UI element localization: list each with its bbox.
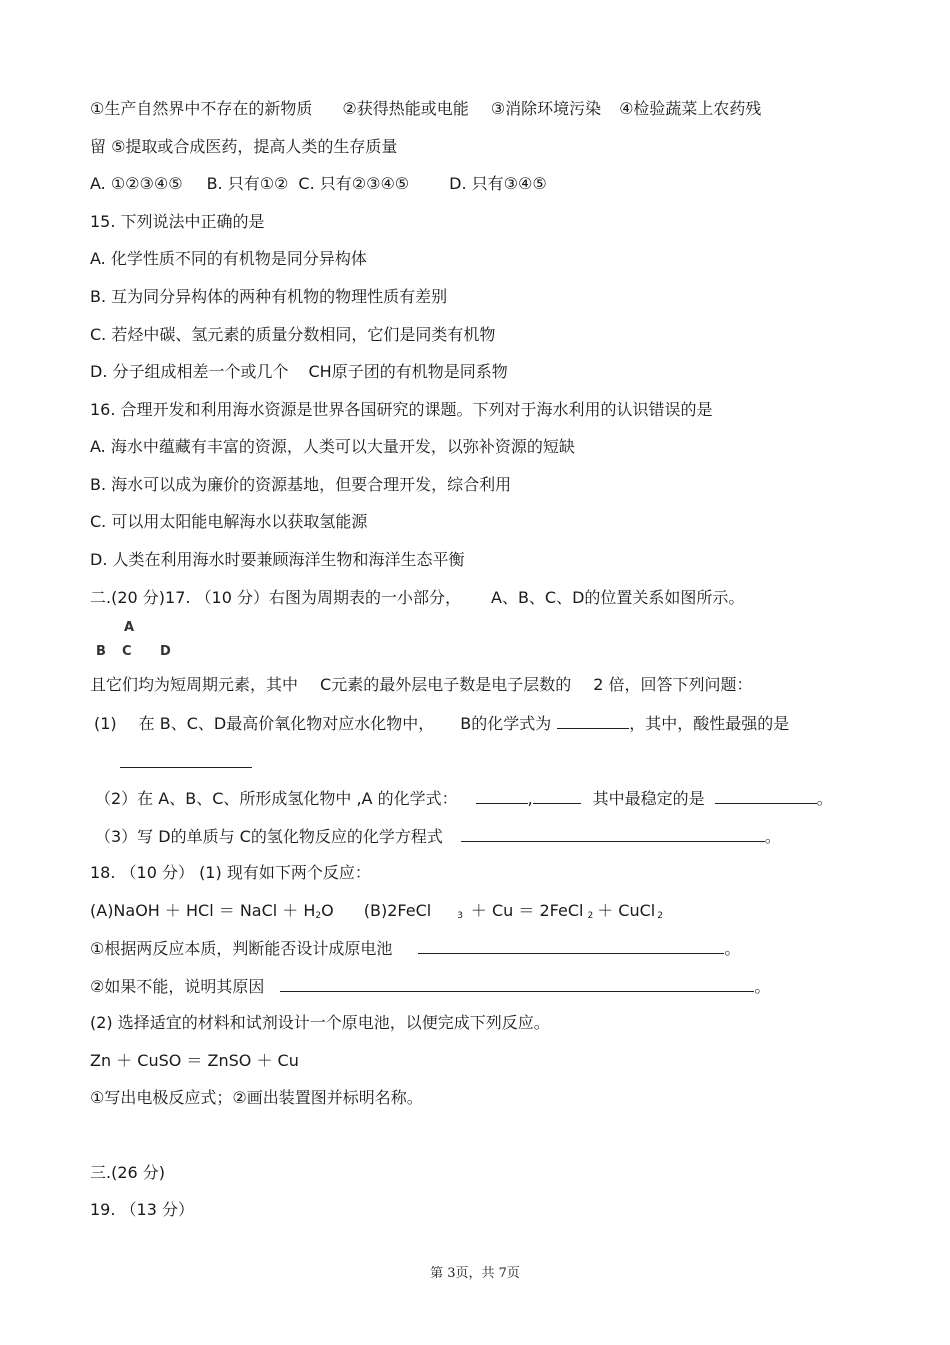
q18-zn-reaction: Zn ＋ CuSO ＝ ZnSO ＋ Cu bbox=[90, 1051, 299, 1070]
q18-header: 18. （10 分） (1) 现有如下两个反应： bbox=[90, 863, 371, 882]
hydride-blank-2[interactable] bbox=[533, 787, 581, 804]
q18-reactions: (A)NaOH ＋ HCl ＝ NaCl ＋ H2O (B)2FeCl 3 ＋ Cu ＝ 2FeCl 2 ＋ CuCl 2 bbox=[90, 901, 663, 921]
periodic-grid-c: C bbox=[122, 644, 132, 659]
q17-part2: （2）在 A、B、C、所形成氢化物中 ,A 的化学式： , 其中最稳定的是 。 bbox=[95, 789, 833, 808]
q19-header: 19. （13 分） bbox=[90, 1200, 194, 1219]
q18-task: ①写出电极反应式；②画出装置图并标明名称。 bbox=[90, 1088, 423, 1107]
q16-option-a: A. 海水中蕴藏有丰富的资源，人类可以大量开发，以弥补资源的短缺 bbox=[90, 437, 575, 456]
part2-header: 二.(20 分)17. （10 分）右图为周期表的一小部分， A、B、C、D的位置关系如图所示。 bbox=[90, 588, 745, 607]
q14-line1 bbox=[90, 98, 761, 120]
q18-p2: ②如果不能，说明其原因 。 bbox=[90, 977, 771, 996]
q14-option-c: C. 只有②③④⑤ bbox=[298, 174, 410, 193]
q15-option-b: B. 互为同分异构体的两种有机物的物理性质有差别 bbox=[90, 287, 448, 306]
q18-p1: ①根据两反应本质，判断能否设计成原电池 。 bbox=[90, 939, 741, 958]
q16-stem: 16. 合理开发和利用海水资源是世界各国研究的课题。下列对于海水利用的认识错误的是 bbox=[90, 400, 713, 419]
reason-blank[interactable] bbox=[280, 975, 754, 992]
q14-line2: 留 ⑤提取或合成医药，提高人类的生存质量 bbox=[90, 137, 398, 156]
q18-part2: (2) 选择适宜的材料和试剂设计一个原电池，以便完成下列反应。 bbox=[90, 1013, 550, 1032]
q14-item-3: ③消除环境污染 bbox=[490, 99, 602, 118]
q16-option-c: C. 可以用太阳能电解海水以获取氢能源 bbox=[90, 512, 368, 531]
q14-item-2: ②获得热能或电能 bbox=[342, 99, 469, 118]
feasibility-blank[interactable] bbox=[418, 937, 724, 954]
q17-part3: （3）写 D的单质与 C的氢化物反应的化学方程式 。 bbox=[95, 827, 781, 846]
q16-option-b: B. 海水可以成为廉价的资源基地，但要合理开发，综合利用 bbox=[90, 475, 512, 494]
q14-option-d: D. 只有③④⑤ bbox=[449, 174, 547, 193]
q15-option-a: A. 化学性质不同的有机物是同分异构体 bbox=[90, 249, 367, 268]
page-footer: 第 3页，共 7页 bbox=[430, 1266, 520, 1281]
hydride-blank-1[interactable] bbox=[476, 787, 528, 804]
q15-option-d: D. 分子组成相差一个或几个 CH原子团的有机物是同系物 bbox=[90, 362, 508, 381]
q16-option-d: D. 人类在利用海水时要兼顾海洋生物和海洋生态平衡 bbox=[90, 550, 465, 569]
q15-option-c: C. 若烃中碳、氢元素的质量分数相同，它们是同类有机物 bbox=[90, 325, 496, 344]
q14-option-b: B. 只有①② bbox=[206, 174, 289, 193]
most-stable-blank[interactable] bbox=[715, 787, 817, 804]
q17-part1: (1) 在 B、C、D最高价氧化物对应水化物中， B的化学式为 ，其中，酸性最强的是 bbox=[94, 714, 790, 733]
periodic-grid-d: D bbox=[160, 644, 171, 659]
q14-options bbox=[90, 173, 547, 195]
part3-header: 三.(26 分) bbox=[90, 1163, 166, 1182]
ch2-formula: CH bbox=[308, 362, 332, 381]
periodic-grid-b: B bbox=[96, 644, 106, 659]
q14-item-1: ①生产自然界中不存在的新物质 bbox=[90, 99, 313, 118]
strongest-acid-blank[interactable] bbox=[120, 767, 252, 768]
q15-stem: 15. 下列说法中正确的是 bbox=[90, 212, 265, 231]
b-formula-blank[interactable] bbox=[557, 712, 629, 729]
q14-item-4: ④检验蔬菜上农药残 bbox=[619, 99, 762, 118]
equation-blank[interactable] bbox=[461, 825, 765, 842]
q14-option-a: A. ①②③④⑤ bbox=[90, 174, 183, 193]
periodic-grid-a: A bbox=[124, 620, 135, 635]
q17-condition: 且它们均为短周期元素，其中 C元素的最外层电子数是电子层数的 2 倍，回答下列问题： bbox=[90, 675, 753, 694]
